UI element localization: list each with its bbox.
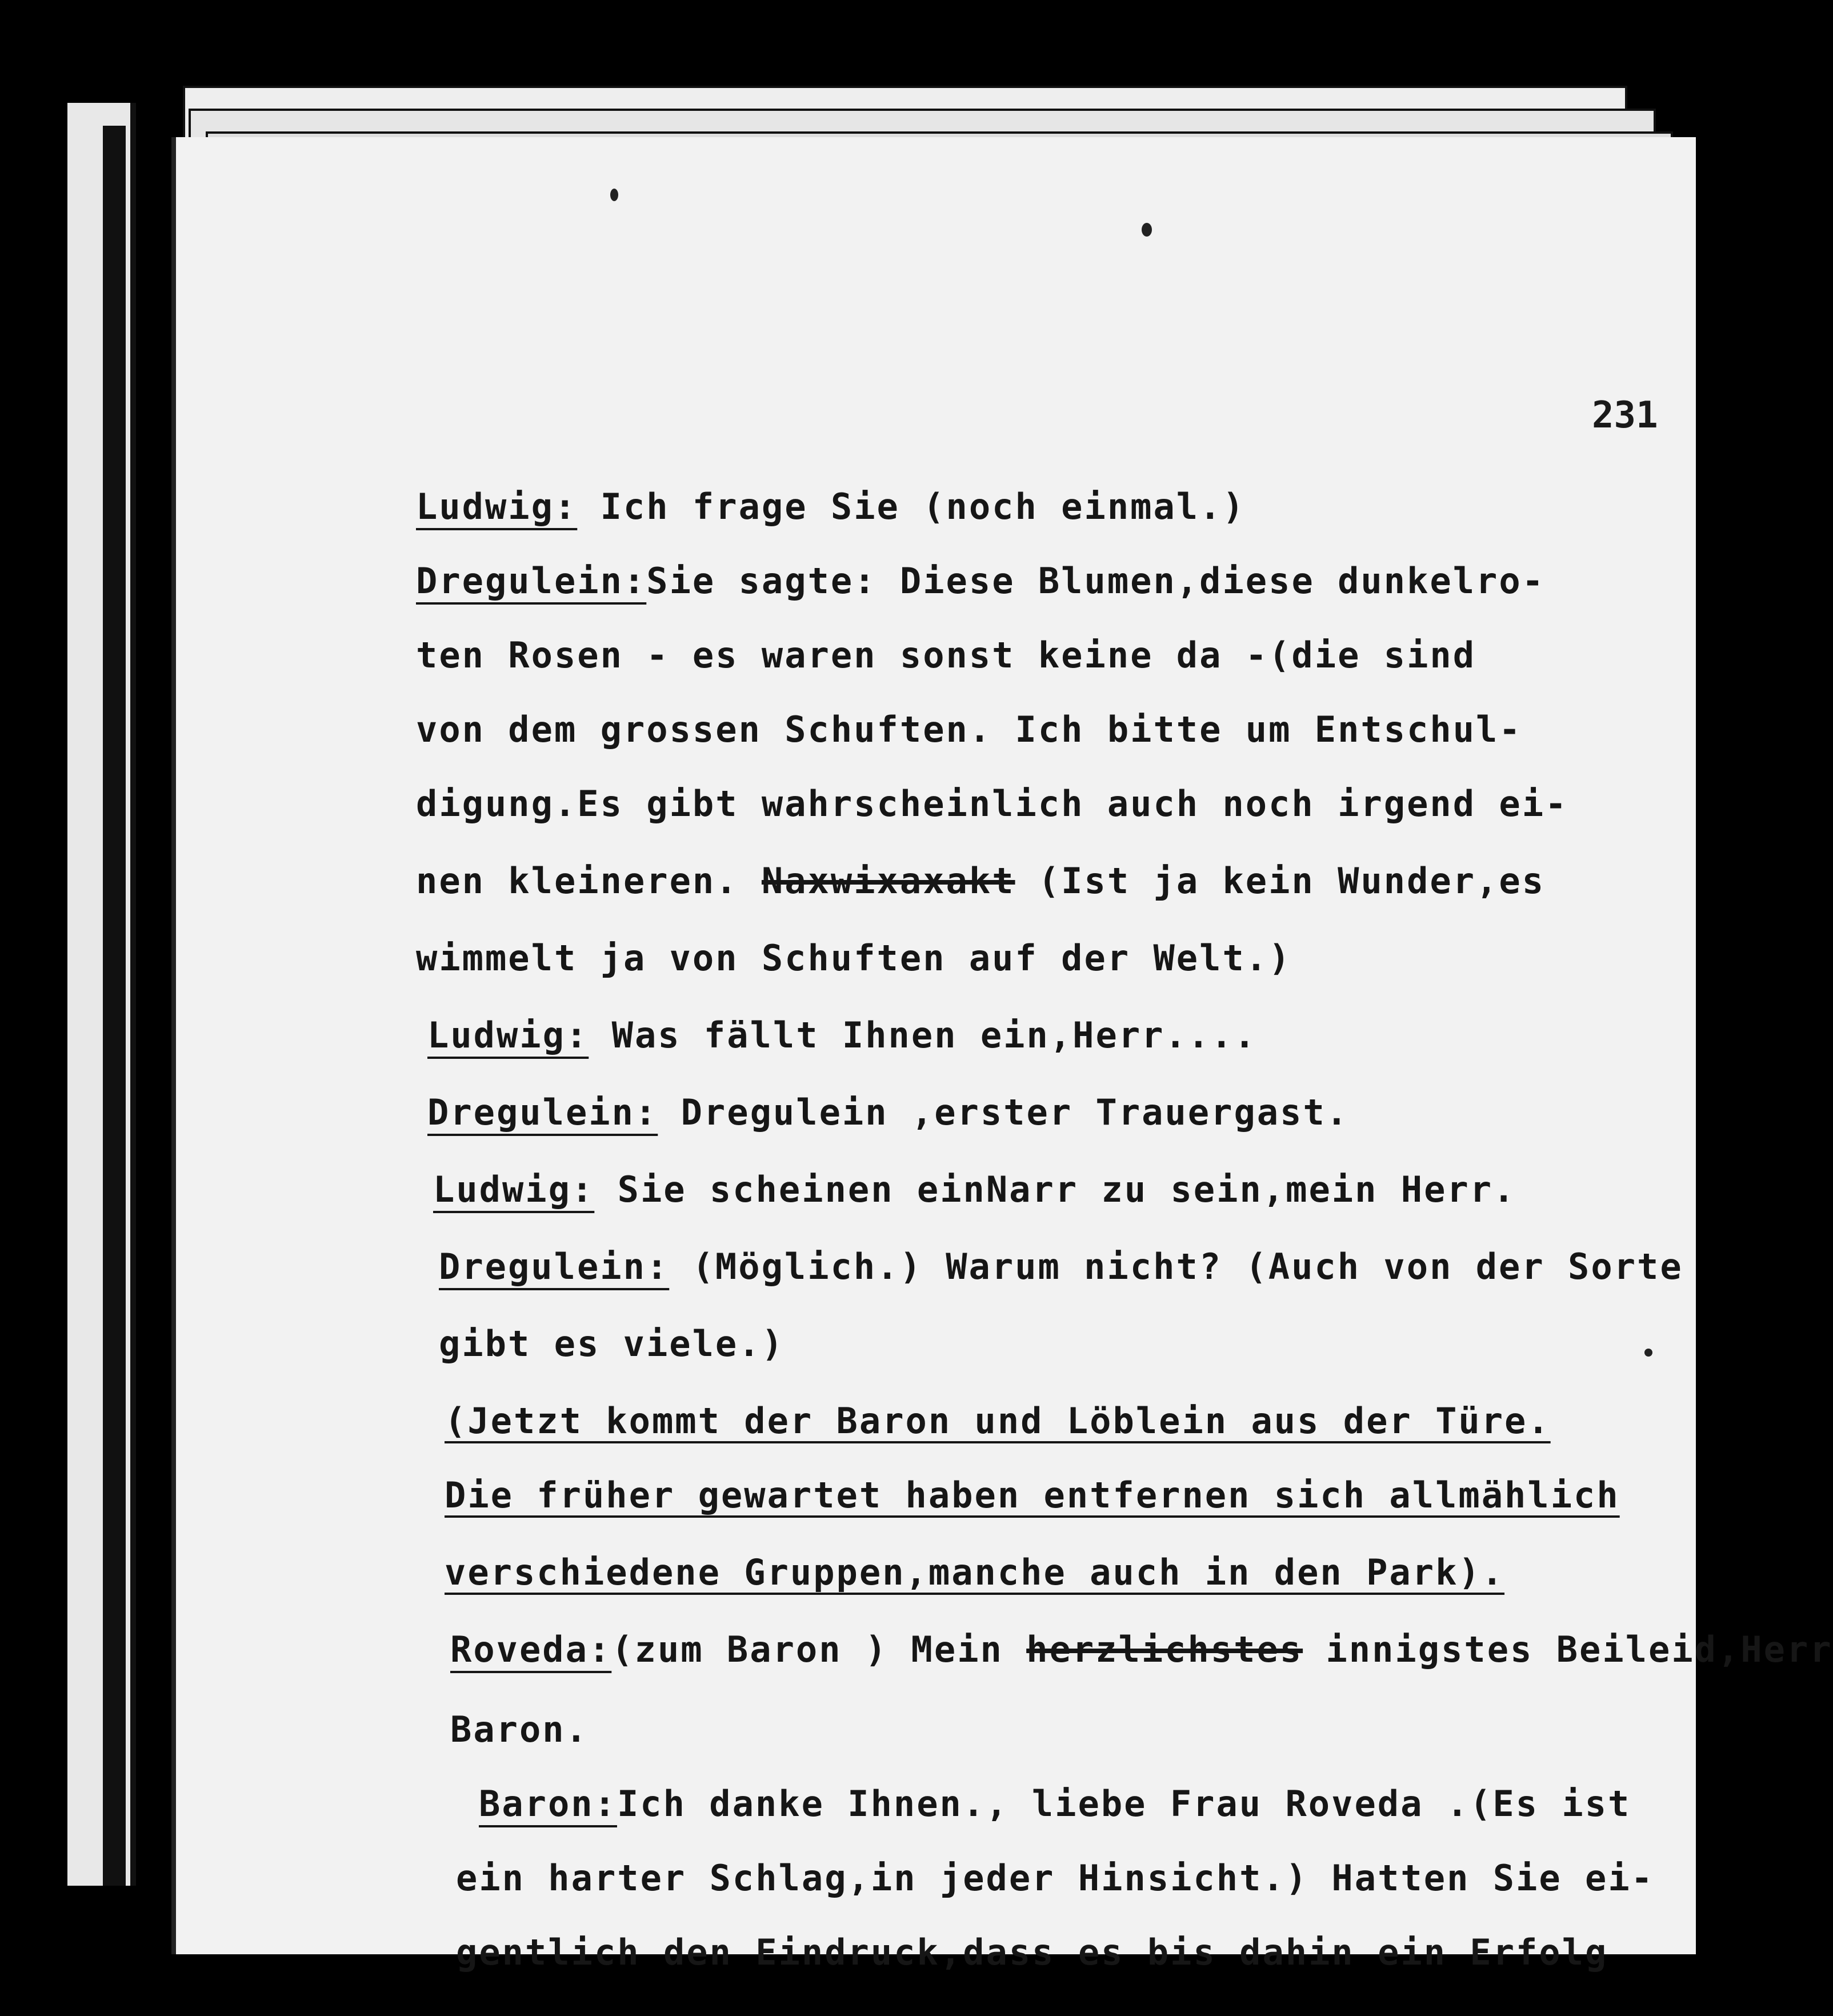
line-text: Was fällt Ihnen ein,Herr....	[589, 1014, 1257, 1056]
binding-shadow	[103, 126, 126, 1886]
text-line	[439, 1323, 785, 1365]
ink-speck	[1142, 223, 1152, 237]
stage-direction-line	[445, 1474, 1620, 1516]
line-text: gibt es viele.)	[439, 1323, 785, 1365]
text-line	[450, 1629, 1833, 1670]
line-text: Sie scheinen einNarr zu sein,mein Herr.	[594, 1169, 1516, 1210]
speaker-label: Dregulein:	[416, 560, 647, 602]
text-line	[439, 1246, 1683, 1287]
speaker-label: Baron:	[479, 1783, 617, 1825]
line-text: (Möglich.) Warum nicht? (Auch von der Sorte	[669, 1246, 1683, 1287]
text-line	[456, 1931, 1608, 1973]
line-text: gentlich den Eindruck,dass es bis dahin ein Erfolg	[456, 1931, 1608, 1973]
line-text: (Jetzt kommt der Baron und Löblein aus der Türe.	[445, 1400, 1551, 1442]
text-line	[416, 634, 1476, 676]
stage-direction-line	[445, 1551, 1504, 1593]
line-text: ten Rosen - es waren sonst keine da -(die sind	[416, 634, 1476, 676]
typescript-page	[171, 137, 1833, 1973]
line-text: (Ist ja kein Wunder,es	[1015, 860, 1546, 902]
page-edge-strip	[67, 103, 136, 1886]
text-line	[427, 1014, 1257, 1056]
line-text: nen kleineren.	[416, 860, 762, 902]
text-line	[416, 486, 1246, 527]
text-line	[450, 1709, 589, 1750]
text-line	[427, 1091, 1349, 1133]
line-text: innigstes Beileid,Herr	[1303, 1629, 1833, 1670]
speaker-label: Ludwig:	[416, 486, 578, 527]
line-text: (zum Baron ) Mein	[611, 1629, 1027, 1670]
text-line	[416, 709, 1522, 750]
line-text: wimmelt ja von Schuften auf der Welt.)	[416, 937, 1292, 979]
line-text: digung.Es gibt wahrscheinlich auch noch irgend ei-	[416, 783, 1568, 825]
speaker-label: Dregulein:	[427, 1091, 658, 1133]
line-text: Ich danke Ihnen., liebe Frau Roveda .(Es ist	[617, 1783, 1631, 1825]
text-line	[456, 1857, 1654, 1899]
line-text: verschiedene Gruppen,manche auch in den Park).	[445, 1551, 1505, 1593]
ink-speck	[1644, 1349, 1652, 1357]
text-line	[433, 1169, 1516, 1210]
text-line	[416, 783, 1568, 825]
text-line	[416, 560, 1545, 602]
struck-text: herzlichstes	[1026, 1629, 1303, 1670]
page-number: 231	[1592, 394, 1658, 437]
text-line	[416, 860, 1545, 902]
line-text: von dem grossen Schuften. Ich bitte um Entschul-	[416, 709, 1522, 750]
speaker-label: Ludwig:	[433, 1169, 595, 1210]
line-text: Die früher gewartet haben entfernen sich allmählich	[445, 1474, 1620, 1516]
line-text: Dregulein ,erster Trauergast.	[658, 1091, 1350, 1133]
speaker-label: Dregulein:	[439, 1246, 670, 1287]
speaker-label: Roveda:	[450, 1629, 612, 1670]
line-text: ein harter Schlag,in jeder Hinsicht.) Hatten Sie ei-	[456, 1857, 1655, 1899]
line-text: Sie sagte: Diese Blumen,diese dunkelro-	[646, 560, 1546, 602]
text-line	[416, 937, 1291, 979]
text-line	[479, 1783, 1631, 1825]
speaker-label: Ludwig:	[427, 1014, 589, 1056]
line-text: Ich frage Sie (noch einmal.)	[577, 486, 1246, 527]
struck-text: Naxwixaxakt	[761, 860, 1015, 902]
ink-speck	[610, 189, 618, 201]
line-text: Baron.	[450, 1709, 589, 1750]
stage-direction-line	[445, 1400, 1551, 1442]
